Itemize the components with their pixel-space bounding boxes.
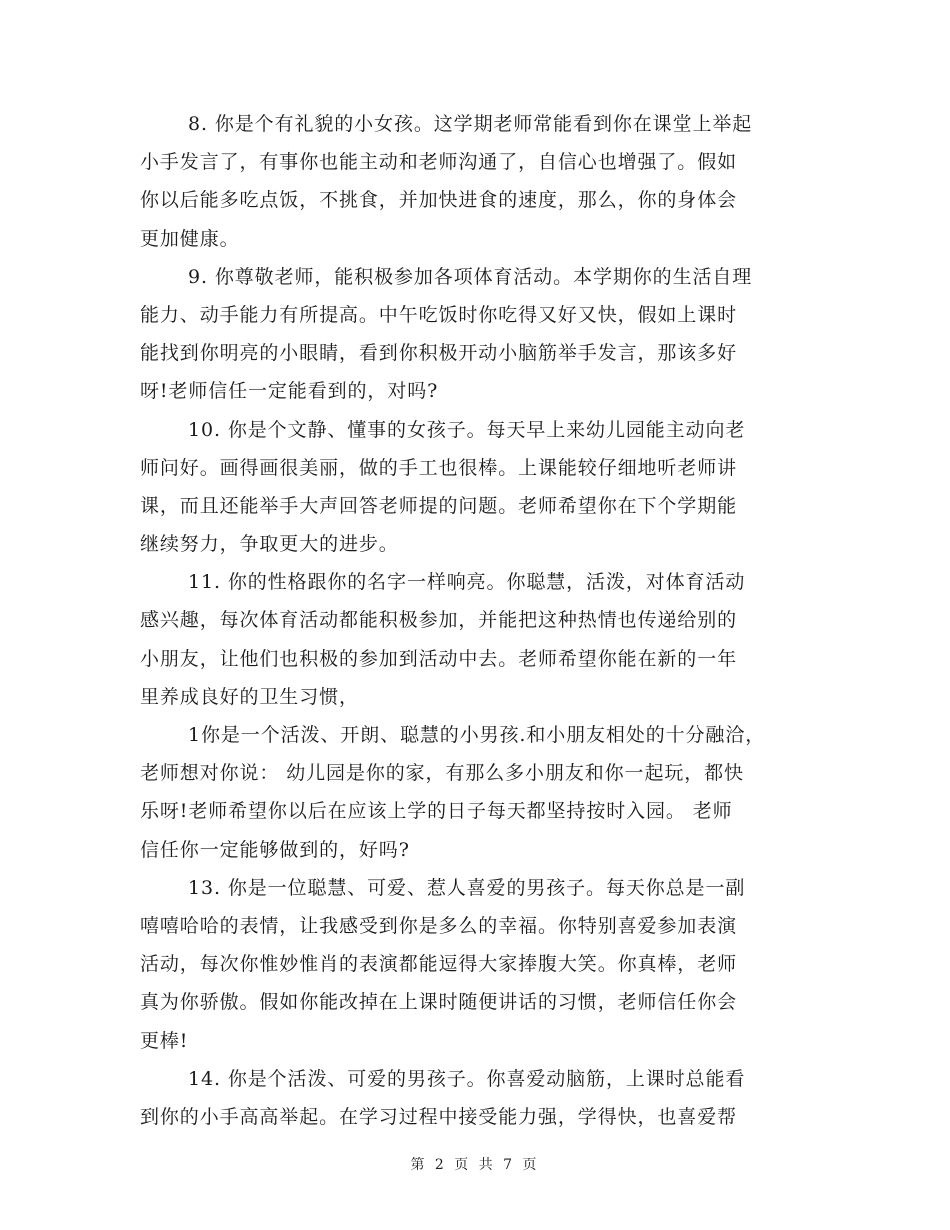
text-line: 更棒! — [140, 1029, 189, 1052]
text-line: 小朋友，让他们也积极的参加到活动中去。老师希望你能在新的一年 — [140, 647, 738, 670]
text-line: 呀!老师信任一定能看到的，对吗? — [140, 380, 439, 403]
paragraph-8 — [140, 105, 812, 258]
text-line: 13. 你是一位聪慧、可爱、惹人喜爱的男孩子。每天你总是一副 — [188, 876, 746, 899]
paragraph-14 — [140, 1060, 812, 1136]
paragraph-11 — [140, 563, 812, 716]
text-line: 嘻嘻哈哈的表情，让我感受到你是多么的幸福。你特别喜爱参加表演 — [140, 914, 738, 937]
document-body — [140, 105, 812, 1136]
text-line: 老师想对你说： 幼儿园是你的家，有那么多小朋友和你一起玩，都快 — [140, 762, 744, 785]
paragraph-9 — [140, 258, 812, 411]
text-line: 课，而且还能举手大声回答老师提的问题。老师希望你在下个学期能 — [140, 494, 738, 517]
text-line: 10. 你是个文静、懂事的女孩子。每天早上来幼儿园能主动向老 — [188, 418, 746, 441]
text-line: 活动，每次你惟妙惟肖的表演都能逗得大家捧腹大笑。你真棒，老师 — [140, 953, 738, 976]
text-line: 8. 你是个有礼貌的小女孩。这学期老师常能看到你在课堂上举起 — [188, 113, 753, 135]
text-line: 能找到你明亮的小眼睛，看到你积极开动小脑筋举手发言，那该多好 — [140, 342, 738, 365]
text-line: 里养成良好的卫生习惯， — [140, 685, 359, 708]
paragraph-10 — [140, 411, 812, 564]
text-line: 11. 你的性格跟你的名字一样响亮。你聪慧，活泼，对体育活动 — [188, 571, 746, 594]
paragraph-13 — [140, 869, 812, 1060]
text-line: 继续努力，争取更大的进步。 — [140, 533, 399, 556]
text-line: 信任你一定能够做到的，好吗? — [140, 838, 410, 861]
text-line: 小手发言了，有事你也能主动和老师沟通了，自信心也增强了。假如 — [140, 151, 738, 174]
text-line: 乐呀!老师希望你以后在应该上学的日子每天都坚持按时入园。 老师 — [140, 800, 733, 823]
paragraph-12 — [140, 716, 812, 869]
text-line: 1你是一个活泼、开朗、聪慧的小男孩.和小朋友相处的十分融洽， — [188, 724, 766, 746]
text-line: 更加健康。 — [140, 227, 240, 250]
text-line: 感兴趣，每次体育活动都能积极参加，并能把这种热情也传递给别的 — [140, 609, 738, 632]
text-line: 你以后能多吃点饭，不挑食，并加快进食的速度，那么，你的身体会 — [140, 189, 738, 212]
text-line: 14. 你是个活泼、可爱的男孩子。你喜爱动脑筋，上课时总能看 — [188, 1067, 746, 1090]
page-number-footer: 第 2 页 共 7 页 — [410, 1157, 540, 1173]
text-line: 真为你骄傲。假如你能改掉在上课时随便讲话的习惯，老师信任你会 — [140, 991, 738, 1014]
text-line: 9. 你尊敬老师，能积极参加各项体育活动。本学期你的生活自理 — [188, 265, 753, 288]
text-line: 能力、动手能力有所提高。中午吃饭时你吃得又好又快，假如上课时 — [140, 303, 738, 326]
text-line: 师问好。画得画很美丽，做的手工也很棒。上课能较仔细地听老师讲 — [140, 456, 738, 479]
text-line: 到你的小手高高举起。在学习过程中接受能力强，学得快，也喜爱帮 — [140, 1105, 738, 1128]
